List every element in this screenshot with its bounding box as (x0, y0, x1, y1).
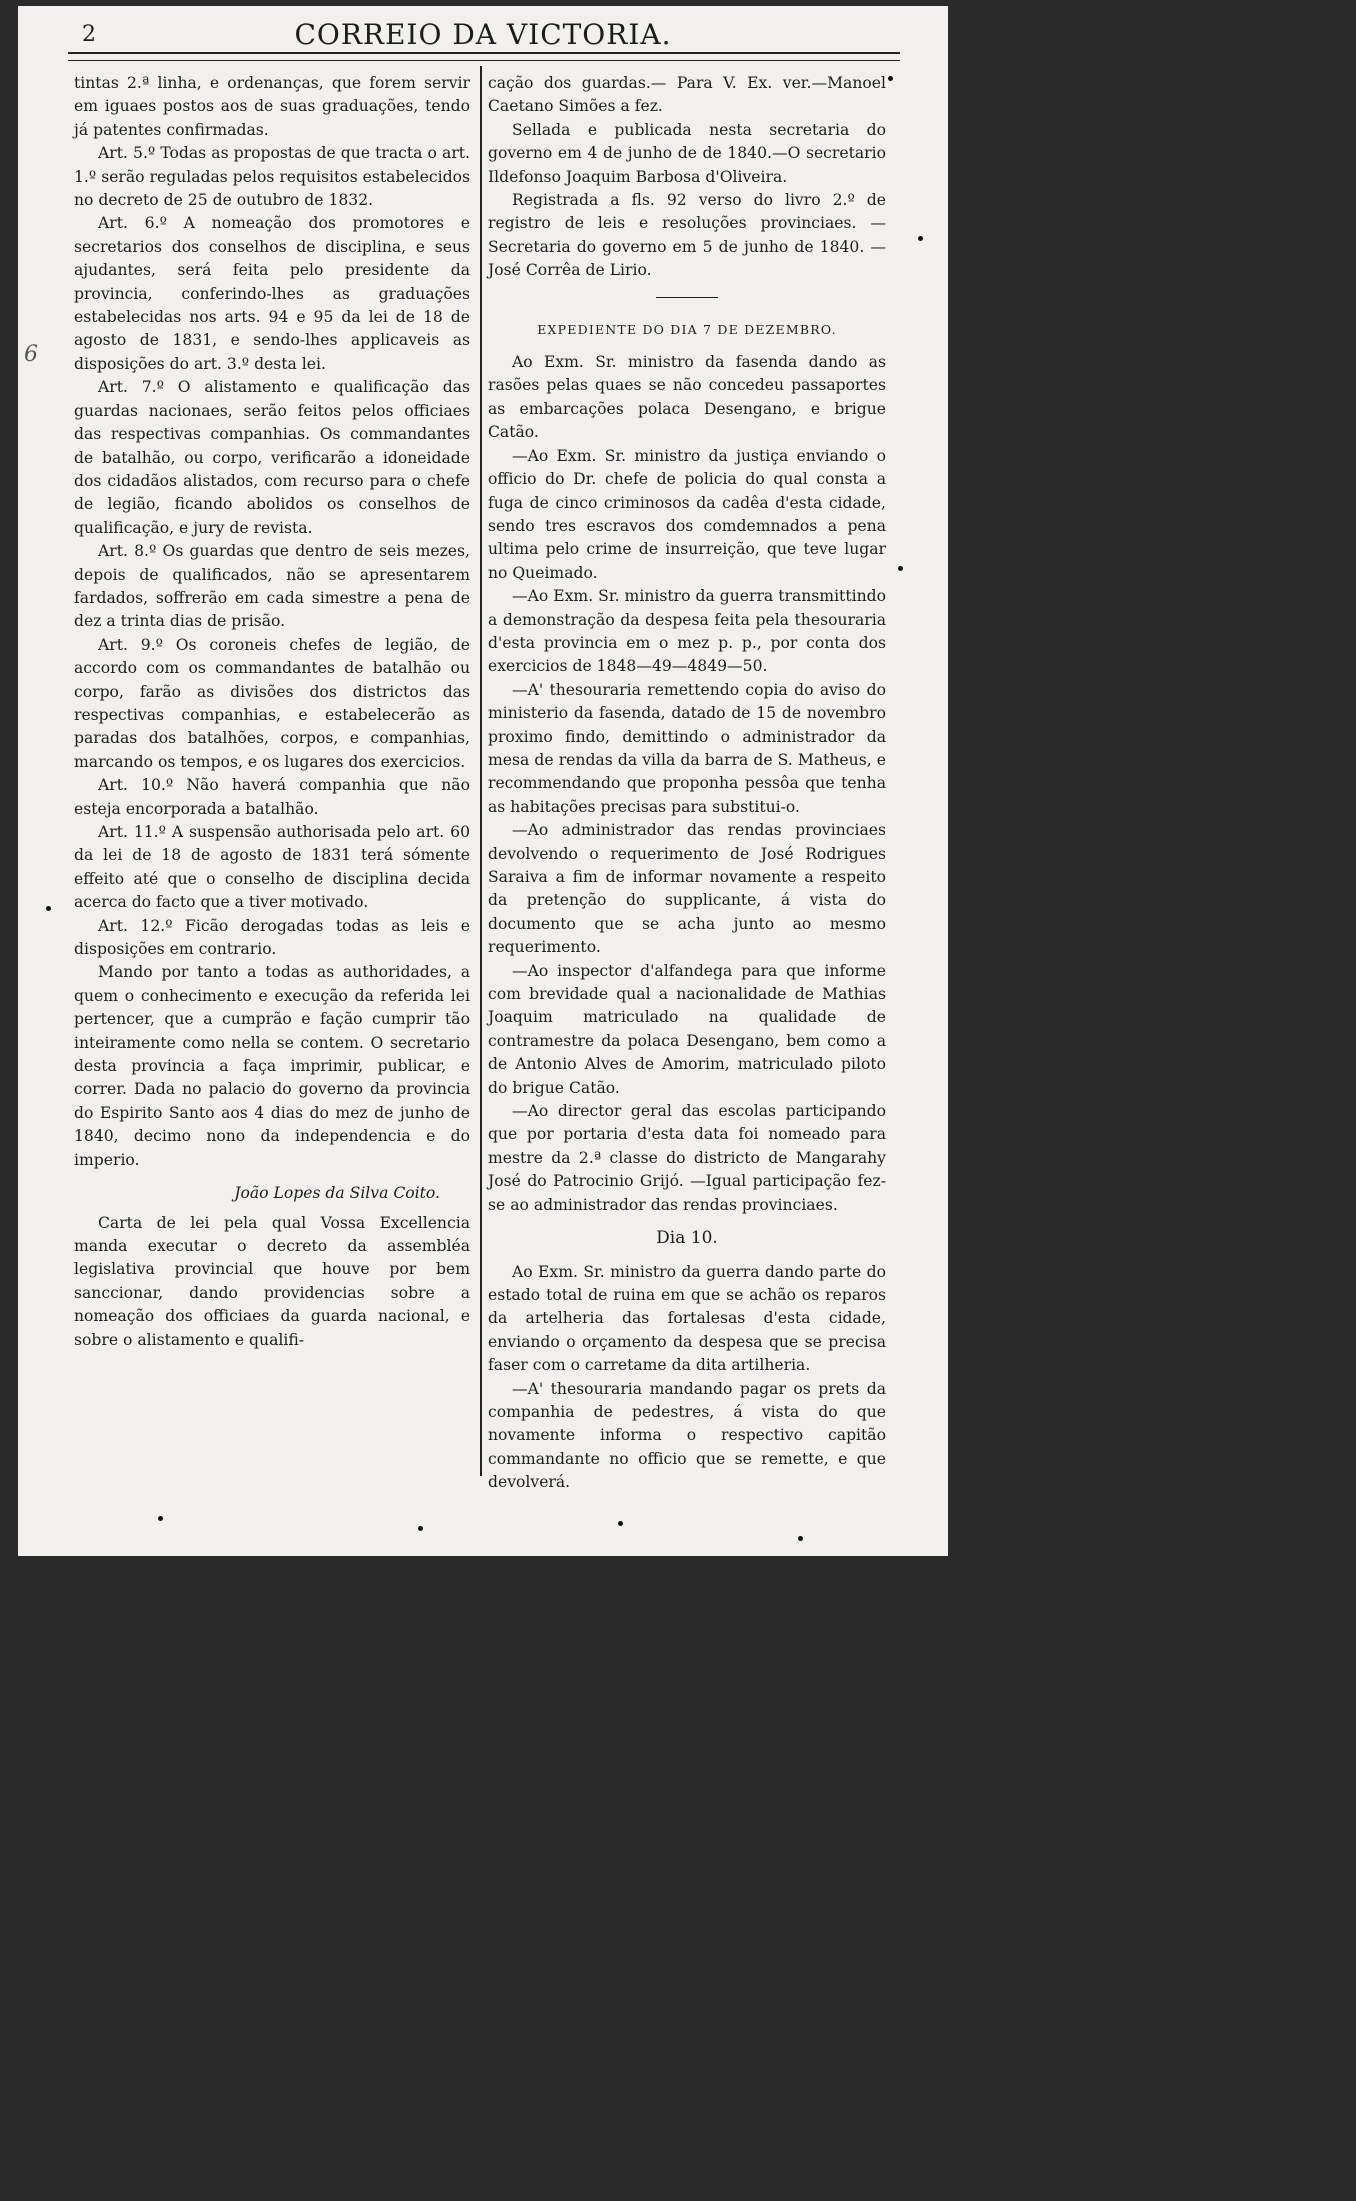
article-paragraph: Sellada e publicada nesta secretaria do governo em 4 de junho de de 1840.—O secretario Ildefonso Joaquim Barbosa d'Oliveira. (488, 120, 886, 186)
page-header (18, 6, 948, 50)
article-paragraph: tintas 2.ª linha, e ordenanças, que forem servir em iguaes postos aos de suas graduações, tendo já patentes confirmadas. (74, 74, 470, 139)
article-paragraph: Carta de lei pela qual Vossa Excellencia manda executar o decreto da assembléa legislativa provincial que houve por bem sanccionar, dando providencias sobre a nomeação dos officiaes da guarda nacional, e sobre o alistamento e qualifi- (74, 1213, 470, 1349)
expediente-item: —Ao Exm. Sr. ministro da guerra transmittindo a demonstração da despesa feita pela thesouraria d'esta provincia em o mez p. p., por conta dos exercicios de 1848—49—4849—50. (488, 587, 886, 676)
article-paragraph: Art. 9.º Os coroneis chefes de legião, de accordo com os commandantes de batalhão ou corpo, farão as divisões dos districtos das respectivas companhias, e estabelecerão as paradas dos batalhões, corpos, e companhias, marcando os tempos, e os lugares dos exercicios. (74, 635, 470, 771)
article-paragraph: Art. 5.º Todas as propostas de que tracta o art. 1.º serão reguladas pelos requisitos estabelecidos no decreto de 25 de outubro de 1832. (74, 144, 470, 210)
masthead-title: CORREIO DA VICTORIA. (294, 18, 672, 51)
signature: João Lopes da Silva Coito. (234, 1184, 440, 1203)
article-paragraph: Art. 7.º O alistamento e qualificação das guardas nacionaes, serão feitos pelos officiaes das respectivas companhias. Os commandantes de batalhão, ou corpo, verificarão a idoneidade dos cidadãos alistados, com recurso para o chefe de legião, ficando abolidos os conselhos de qualificação, e jury de revista. (74, 378, 470, 537)
expediente-item: —Ao Exm. Sr. ministro da justiça enviando o officio do Dr. chefe de policia do qual consta a fuga de cinco criminosos da cadêa d'esta cidade, sendo tres escravos dos comdemnados a pena ultima pelo crime de insurreição, que teve lugar no Queimado. (488, 446, 886, 582)
left-column (74, 72, 470, 1352)
ink-speck (798, 1536, 803, 1541)
ink-speck (918, 236, 923, 241)
ink-speck (418, 1526, 423, 1531)
ink-speck (46, 906, 51, 911)
section-heading: EXPEDIENTE DO DIA 7 DE DEZEMBRO. (537, 321, 837, 337)
expediente-item: Ao Exm. Sr. ministro da fasenda dando as rasões pelas quaes se não concedeu passaportes as embarcações polaca Desengano, e brigue Catão. (488, 353, 886, 442)
article-paragraph: Mando por tanto a todas as authoridades, a quem o conhecimento e execução da referida lei pertencer, que a cumprão e fação cumprir tão inteiramente como nella se contem. O secretario desta provincia a faça imprimir, publicar, e correr. Dada no palacio do governo da provincia do Espirito Santo aos 4 dias do mez de junho de 1840, decimo nono da independencia e do imperio. (74, 963, 470, 1169)
margin-annotation: 6 (24, 342, 38, 367)
expediente-item: —Ao inspector d'alfandega para que informe com brevidade qual a nacionalidade de Mathias Joaquim matriculado na qualidade de contramestre da polaca Desengano, bem como a de Antonio Alves de Amorim, matriculado piloto do brigue Catão. (488, 961, 886, 1097)
page-number: 2 (82, 22, 96, 47)
expediente-item: —Ao director geral das escolas participando que por portaria d'esta data foi nomeado para mestre da 2.ª classe do districto de Mangarahy José do Patrocinio Grijó. —Igual participação fez-se ao administrador das rendas provinciaes. (488, 1102, 886, 1214)
article-paragraph: cação dos guardas.— Para V. Ex. ver.—Manoel Caetano Simões a fez. (488, 74, 886, 116)
ink-speck (888, 76, 893, 81)
article-paragraph: Art. 8.º Os guardas que dentro de seis mezes, depois de qualificados, não se apresentarem fardados, soffrerão em cada simestre a pena de dez a trinta dias de prisão. (74, 542, 470, 631)
section-separator (656, 297, 718, 298)
ink-speck (618, 1521, 623, 1526)
column-divider (480, 66, 482, 1476)
article-paragraph: Art. 11.º A suspensão authorisada pelo art. 60 da lei de 18 de agosto de 1831 terá sómente effeito até que o conselho de disciplina decida acerca do facto que a tiver motivado. (74, 823, 470, 912)
expediente-item: —Ao administrador das rendas provinciaes devolvendo o requerimento de José Rodrigues Saraiva a fim de informar novamente a respeito da pretenção do supplicante, á vista do documento que se acha junto ao mesmo requerimento. (488, 821, 886, 957)
ink-speck (158, 1516, 163, 1521)
expediente-item: Ao Exm. Sr. ministro da guerra dando parte do estado total de ruina em que se achão os reparos da artelheria das fortalesas d'esta cidade, enviando o orçamento da despesa que se precisa faser com o carretame da dita artilheria. (488, 1262, 886, 1375)
article-paragraph: Registrada a fls. 92 verso do livro 2.º de registro de leis e resoluções provinciaes. — Secretaria do governo em 5 de junho de 1840. — José Corrêa de Lirio. (488, 191, 886, 280)
ink-speck (898, 566, 903, 571)
article-paragraph: Art. 12.º Ficão derogadas todas as leis e disposições em contrario. (74, 916, 470, 959)
newspaper-page (18, 6, 948, 1556)
article-paragraph: Art. 10.º Não haverá companhia que não esteja encorporada a batalhão. (74, 776, 470, 818)
expediente-item: —A' thesouraria mandando pagar os prets da companhia de pedestres, á vista do que novamente informa o respectivo capitão commandante no officio que se remette, e que devolverá. (488, 1379, 886, 1492)
header-rule (68, 52, 900, 61)
day-heading: Dia 10. (656, 1228, 718, 1249)
article-paragraph: Art. 6.º A nomeação dos promotores e secretarios dos conselhos de disciplina, e seus ajudantes, será feita pelo presidente da provincia, conferindo-lhes as graduações estabelecidas nos arts. 94 e 95 da lei de 18 de agosto de 1831, e sendo-lhes applicaveis as disposições do art. 3.º desta lei. (74, 214, 470, 373)
expediente-item: —A' thesouraria remettendo copia do aviso do ministerio da fasenda, datado de 15 de novembro proximo findo, demittindo o administrador da mesa de rendas da villa da barra de S. Matheus, e recommendando que proponha pessôa que tenha as habitações precisas para substitui-o. (488, 680, 886, 816)
right-column (488, 72, 886, 1495)
